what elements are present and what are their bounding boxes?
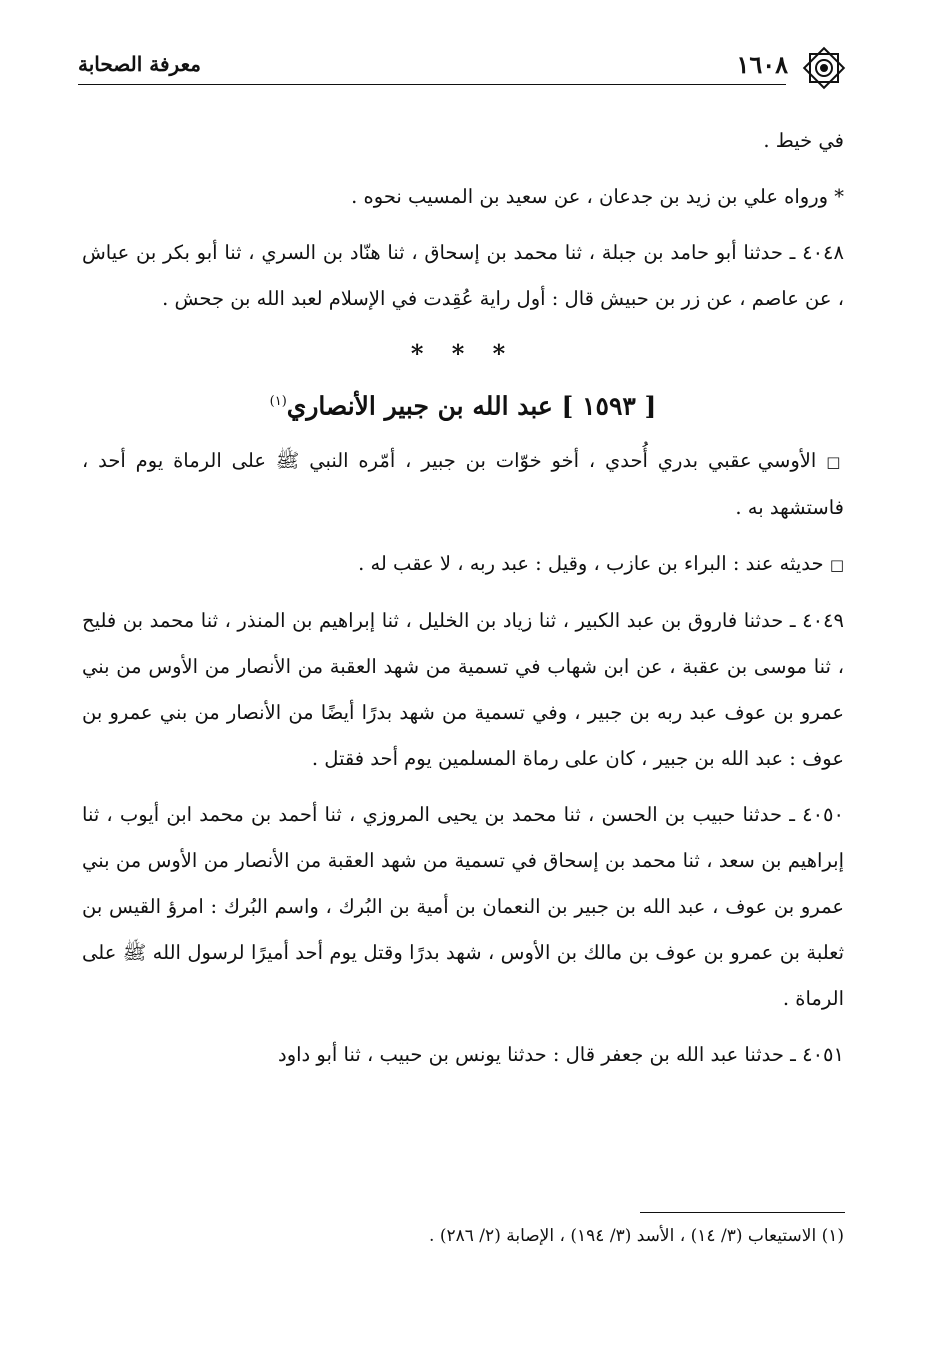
header-rule: [78, 84, 786, 85]
running-title: معرفة الصحابة: [78, 52, 201, 76]
bullet-paragraph: [82, 541, 844, 588]
hadith-paragraph: ٤٠٥١ ـ حدثنا عبد الله بن جعفر قال : حدثنا يونس بن حبيب ، ثنا أبو داود: [278, 1043, 844, 1067]
bullet-paragraph: [82, 438, 844, 531]
entry-heading: [82, 376, 844, 432]
section-separator: * * *: [410, 339, 516, 368]
hadith-paragraph: ٤٠٤٩ ـ حدثنا فاروق بن عبد الكبير ، ثنا زياد بن الخليل ، ثنا إبراهيم بن المنذر ، ثنا محمد بن فليح ، ثنا موسى بن عقبة ، عن ابن شهاب في تسمية من شهد العقبة من الأنصار من الأوس من بني عمرو بن عوف عبد ربه بن جبير ، وفي تسمية من شهد بدرًا أيضًا من الأنصار من بني عمرو بن عوف : عبد الله بن جبير ، كان على رماة المسلمين يوم أحد فقتل .: [82, 609, 844, 771]
hadith-paragraph: ٤٠٤٨ ـ حدثنا أبو حامد بن جبلة ، ثنا محمد بن إسحاق ، ثنا هنّاد بن السري ، ثنا أبو بكر بن عياش ، عن عاصم ، عن زر بن حبيش قال : أول راية عُقِدت في الإسلام لعبد الله بن جحش .: [82, 241, 844, 310]
paragraph: * ورواه علي بن زيد بن جدعان ، عن سعيد بن المسيب نحوه .: [351, 185, 844, 208]
bullet-text: الأوسي عقبي بدري أُحدي ، أخو خوّات بن جبير ، أمّره النبي ﷺ على الرماة يوم أحد ، فاستشهد به .: [82, 449, 844, 520]
page-number: ١٦٠٨: [736, 50, 788, 79]
footnote-marker: (١): [269, 394, 287, 409]
page-header: [78, 44, 848, 90]
main-text: [82, 118, 844, 1088]
footnote: (١) الاستيعاب (٣/ ١٤) ، الأسد (٣/ ١٩٤) ، الإصابة (٢/ ٢٨٦) .: [429, 1226, 844, 1246]
octagram-ornament-icon: [800, 44, 848, 92]
bullet-text: حديثه عند : البراء بن عازب ، وقيل : عبد ربه ، لا عقب له .: [358, 552, 824, 576]
square-bullet-icon: □: [826, 453, 844, 472]
paragraph: في خيط .: [763, 129, 844, 152]
hadith-paragraph: ٤٠٥٠ ـ حدثنا حبيب بن الحسن ، ثنا محمد بن يحيى المروزي ، ثنا أحمد بن محمد ابن أيوب ، ثنا إبراهيم بن سعد ، ثنا محمد بن إسحاق في تسمية من شهد العقبة من الأنصار من الأوس من بني عمرو بن عوف ، عبد الله بن جبير بن النعمان بن أمية بن البُرك ، واسم البُرك : امرؤ القيس بن ثعلبة بن عمرو بن عوف بن مالك بن الأوس ، شهد بدرًا وقتل يوم أحد أميرًا لرسول الله ﷺ على الرماة .: [82, 803, 844, 1011]
footnote-rule: [640, 1212, 845, 1213]
square-bullet-icon: □: [829, 556, 844, 575]
entry-heading-text: [ ١٥٩٣ ] عبد الله بن جبير الأنصاري: [286, 391, 657, 421]
